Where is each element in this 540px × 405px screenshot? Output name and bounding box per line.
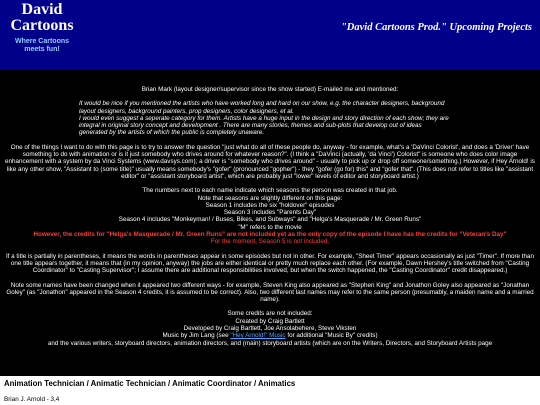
episodes-line-2: Note that seasons are slightly different on this page:: [197, 194, 343, 202]
page-content: [4, 86, 536, 347]
intro-quote-1: It would be nice if you mentioned the artists who have worked long and hard on our show, e.g. the character designers, background layout designers, background painters, prop designers, color designers, et al.: [79, 100, 445, 115]
names-paragraph: Note some names have been changed when it appeared two different ways - for example, Steven King also appeared as "Stephen King" and Jonathon Goley also appeared as "Jonathan Goley" (as "Jonathon" appeared in the Season 4 credits, it is assumed to be correct). Also, two different last names may refer to the same person (presumably, a maiden name and a married name).: [6, 281, 534, 304]
episodes-warning-1: However, the credits for "Helga's Masquerade / Mr. Green Runs" are not included yet as the only copy of the episode I have has the credits for "Veteran's Day": [33, 231, 507, 239]
credits-line-2: Created by Craig Bartlett: [235, 317, 305, 325]
episodes-warning-2: For the moment, Season 5 is not included.: [210, 238, 330, 246]
credits-music-post: for additional "Music By" credits): [287, 332, 378, 340]
intro-quote-2: I would even suggest a seperate category for them. Artists have a huge input in the design and story direction of each show; they are integral in original story concept and development . There are many stories, themes and sub-plots that develop out of ideas generated by the artists of which the public is completely unaware.: [79, 114, 449, 137]
site-header: [0, 0, 540, 70]
site-logo[interactable]: [4, 2, 80, 54]
intro-line: Brian Mark (layout designer/supervisor since the show started) E-mailed me and mentioned:: [141, 86, 399, 93]
credits-music-pre: Music by Jim Lang (see: [162, 332, 229, 340]
credits-line-4: [4, 332, 536, 339]
parens-paragraph: If a title is partially in parentheses, it means the words in parentheses appear in some episodes but not in other. For example, "Sheet Timer" appears occasionally as just "Timer". If more than one title appears together, it means that (in my opinion, anyway) the jobs are either identical or pretty much replace each other. (For example, Dawn Hershey's title switched from "Casting Coordinator" to "Casting Supervisor"; I assume there are additional responsibilities involved, but when the switch happened, the "Casting Coordinator" credit disappeared.): [5, 252, 535, 275]
site-name-line1: David: [21, 1, 63, 18]
episodes-line-5: Season 4 includes "Monkeyman! / Buses, Bikes, and Subways" and "Helga's Masquerade / Mr. Green Runs": [118, 216, 422, 224]
section-title: Animation Technician / Animatic Technician / Animatic Coordinator / Animatics: [4, 379, 296, 388]
episodes-line-6: "M" refers to the movie: [238, 223, 302, 231]
credits-line-3: Developed by Craig Bartlett, Joe Ansolabehere, Steve Viksten: [183, 325, 357, 333]
music-page-link[interactable]: "Hey Arnold!" Music: [230, 332, 286, 340]
site-name-line2: Cartoons: [10, 17, 74, 34]
credits-line-5: and the various writers, storyboard directors, animation directors, and (main) storyboard artists (which are on the Writers, Directors, and Storyboard Artists page: [47, 339, 493, 347]
page-title: "David Cartoons Prod." Upcoming Projects: [340, 22, 532, 33]
episodes-line-3: Season 1 includes the six "holdover" episodes: [205, 201, 335, 209]
site-tagline: Where Cartoons meets fun!: [14, 38, 70, 53]
goals-paragraph: One of the things I want to do with this page is to try to answer the question "just what do all of these people do, anyway - for example, what's a 'DaVinci Colorist', and does a 'Driver' have something to do with animation or is it just somebody who drives around for whatever reason?". (I think a "DaVinci (actually, 'da Vinci') Colorist" is someone who does color image enhancement with a system by da Vinci Systems (www.davsys.com); a driver is "somebody who drives around" - usually to pick up or drop off someone/something.) However, if Hey Arnold! is like any other show, "Assistant to (some title)" usually means somebody's "gofer" (pronounced "gopher") - they "gofer (go for) this" and "gofer that". (This does not refer to titles like "assistant editor" or "assistant storyboard artist", which are probably just "lower" levels of editor and storyboard artist.): [5, 143, 535, 180]
episodes-line-4: Season 3 includes "Parents Day": [223, 209, 317, 217]
episodes-line-1: The numbers next to each name indicate which seasons the person was created in that job.: [142, 187, 398, 195]
entry-text: Brian J. Arnold - 3,4: [4, 396, 60, 403]
section-entry: [0, 390, 540, 405]
section-header: [0, 376, 540, 390]
credits-line-1: Some credits are not included:: [227, 310, 313, 318]
